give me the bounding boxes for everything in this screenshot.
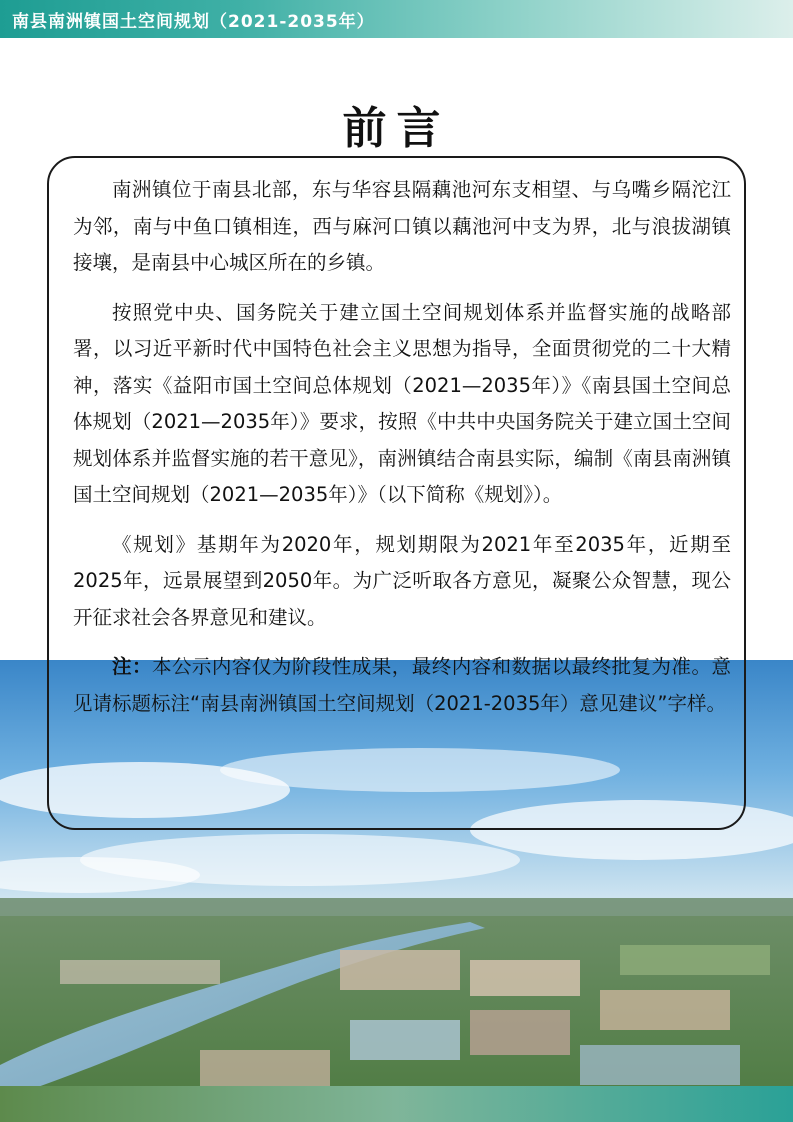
- header-title: 南县南洲镇国土空间规划（2021-2035年）: [12, 12, 375, 32]
- paragraph-period: 《规划》基期年为2020年，规划期限为2021年至2035年，近期至2025年，远景展望到2050年。为广泛听取各方意见，凝聚公众智慧，现公开征求社会各界意见和建议。: [73, 532, 731, 629]
- content-text: [73, 172, 731, 735]
- page-title: 前言: [342, 103, 451, 154]
- note-text: 本公示内容仅为阶段性成果，最终内容和数据以最终批复为准。意见请标题标注“南县南洲镇国土空间规划（2021-2035年）意见建议”字样。: [73, 655, 731, 715]
- paragraph-note: [73, 649, 731, 722]
- note-label: 注：: [112, 655, 152, 678]
- footer-band: [0, 1086, 793, 1122]
- header-band: [0, 0, 793, 38]
- paragraph-location: 南洲镇位于南县北部，东与华容县隔藕池河东支相望、与乌嘴乡隔沱江为邻，南与中鱼口镇相连，西与麻河口镇以藕池河中支为界，北与浪拔湖镇接壤，是南县中心城区所在的乡镇。: [73, 178, 731, 274]
- paragraph-basis: 按照党中央、国务院关于建立国土空间规划体系并监督实施的战略部署，以习近平新时代中国特色社会主义思想为指导，全面贯彻党的二十大精神，落实《益阳市国土空间总体规划（2021—2035年）》《南县国土空间总体规划（2021—2035年）》要求，按照《中共中央国务院关于建立国土空间规划体系并监督实施的若干意见》，南洲镇结合南县实际，编制《南县南洲镇国土空间规划（2021—2035年）》（以下简称《规划》）。: [73, 300, 731, 506]
